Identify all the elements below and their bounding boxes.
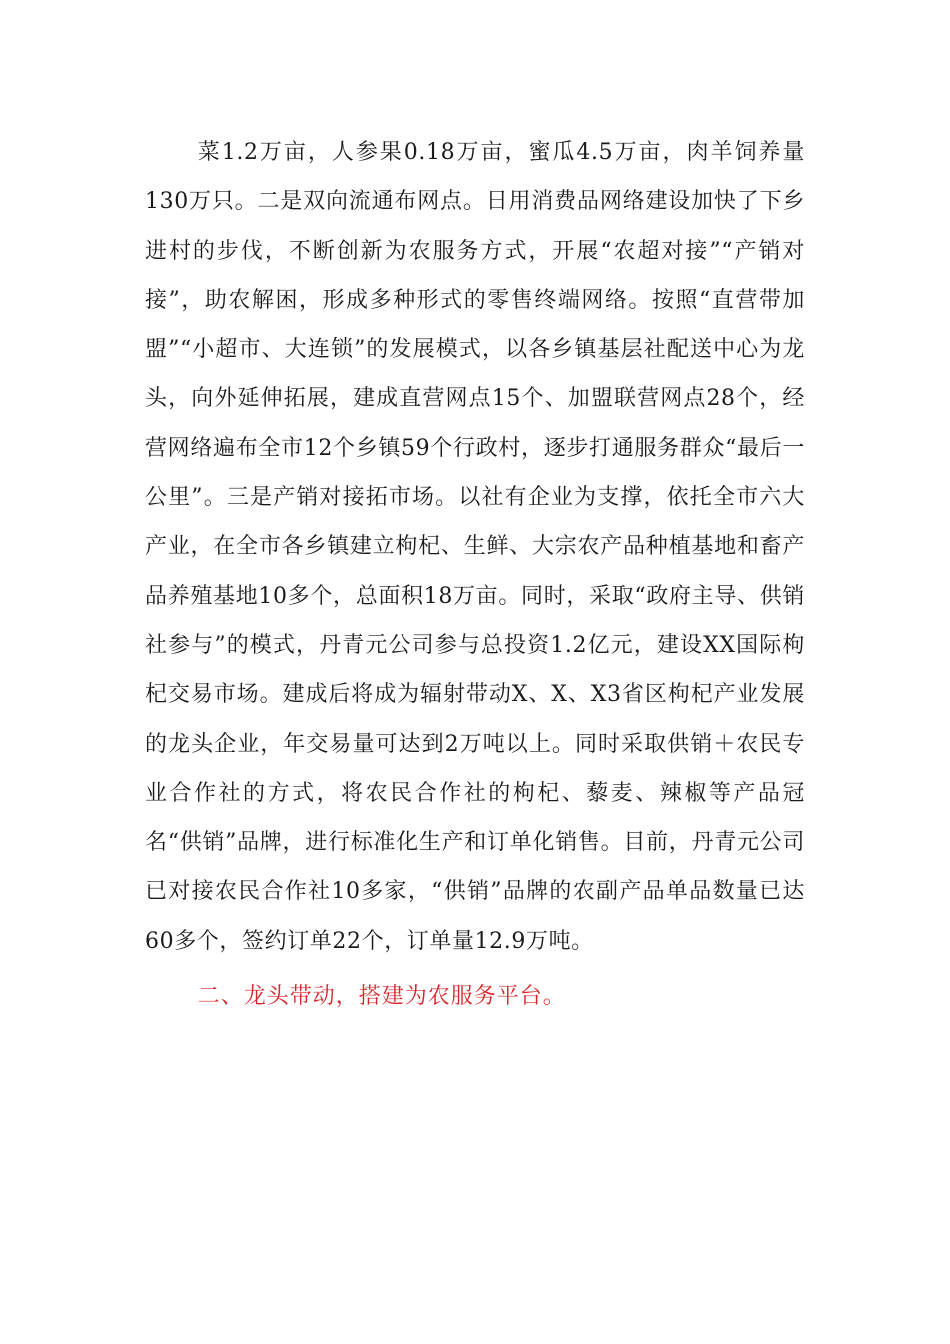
body-paragraph: 菜1.2万亩，人参果0.18万亩，蜜瓜4.5万亩，肉羊饲养量130万只。二是双向流通布网点。日用消费品网络建设加快了下乡进村的步伐，不断创新为农服务方式，开展“农超对接”“产销对接”，助农解困，形成多种形式的零售终端网络。按照“直营带加盟”“小超市、大连锁”的发展模式，以各乡镇基层社配送中心为龙头，向外延伸拓展，建成直营网点15个、加盟联营网点28个，经营网络遍布全市12个乡镇59个行政村，逐步打通服务群众“最后一公里”。三是产销对接拓市场。以社有企业为支撑，依托全市六大产业，在全市各乡镇建立枸杞、生鲜、大宗农产品种植基地和畜产品养殖基地10多个，总面积18万亩。同时，采取“政府主导、供销社参与”的模式，丹青元公司参与总投资1.2亿元，建设XX国际枸杞交易市场。建成后将成为辐射带动X、X、X3省区枸杞产业发展的龙头企业，年交易量可达到2万吨以上。同时采取供销＋农民专业合作社的方式，将农民合作社的枸杞、藜麦、辣椒等产品冠名“供销”品牌，进行标准化生产和订单化销售。目前，丹青元公司已对接农民合作社10多家，“供销”品牌的农副产品单品数量已达60多个，签约订单22个，订单量12.9万吨。 xyxy=(145,140,805,954)
section-heading: 二、龙头带动，搭建为农服务平台。 xyxy=(197,984,566,1009)
